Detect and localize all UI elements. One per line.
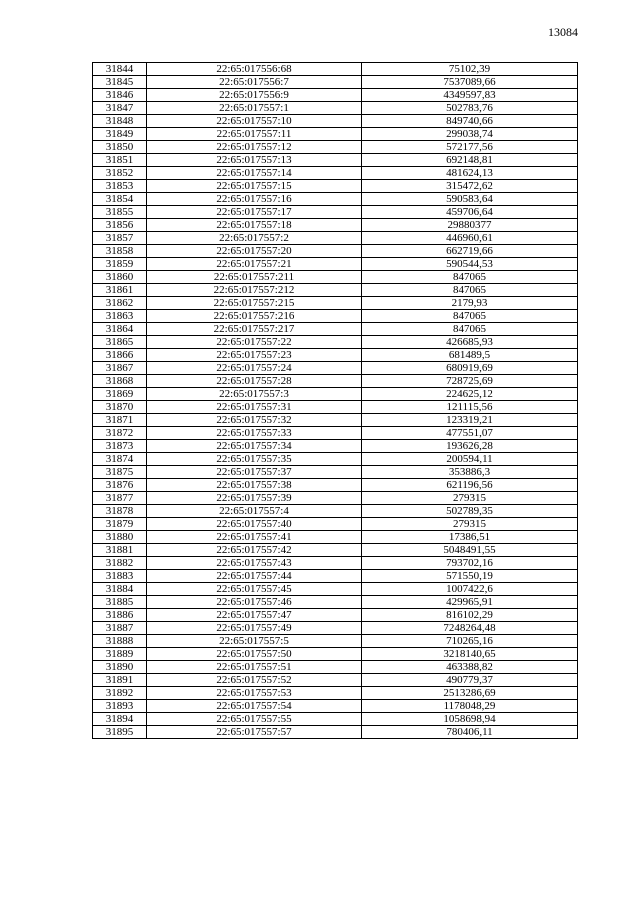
cadastral-number-cell: 22:65:017557:55 (147, 713, 362, 726)
row-number-cell: 31855 (93, 206, 147, 219)
cadastral-number-cell: 22:65:017557:3 (147, 388, 362, 401)
row-number-cell: 31894 (93, 713, 147, 726)
table-row (93, 609, 578, 622)
cadastral-value-cell: 315472,62 (362, 180, 578, 193)
table-row (93, 310, 578, 323)
cadastral-number-cell: 22:65:017557:41 (147, 531, 362, 544)
cadastral-number-cell: 22:65:017557:37 (147, 466, 362, 479)
row-number-cell: 31889 (93, 648, 147, 661)
cadastral-number-cell: 22:65:017557:17 (147, 206, 362, 219)
table-row (93, 674, 578, 687)
row-number-cell: 31877 (93, 492, 147, 505)
cadastral-number-cell: 22:65:017557:32 (147, 414, 362, 427)
cadastral-value-cell: 847065 (362, 284, 578, 297)
cadastral-value-cell: 590583,64 (362, 193, 578, 206)
table-row (93, 596, 578, 609)
cadastral-value-cell: 710265,16 (362, 635, 578, 648)
table-body (93, 63, 578, 739)
table-row (93, 284, 578, 297)
cadastral-value-cell: 2513286,69 (362, 687, 578, 700)
table-row (93, 63, 578, 76)
table-row (93, 349, 578, 362)
cadastral-value-cell: 75102,39 (362, 63, 578, 76)
table-row (93, 297, 578, 310)
table-row (93, 219, 578, 232)
table-row (93, 726, 578, 739)
row-number-cell: 31890 (93, 661, 147, 674)
table-row (93, 128, 578, 141)
row-number-cell: 31867 (93, 362, 147, 375)
row-number-cell: 31860 (93, 271, 147, 284)
cadastral-number-cell: 22:65:017557:49 (147, 622, 362, 635)
table-row (93, 583, 578, 596)
cadastral-number-cell: 22:65:017557:20 (147, 245, 362, 258)
page-number: 13084 (548, 25, 578, 39)
cadastral-value-cell: 2179,93 (362, 297, 578, 310)
row-number-cell: 31857 (93, 232, 147, 245)
table-row (93, 232, 578, 245)
row-number-cell: 31871 (93, 414, 147, 427)
table-row (93, 466, 578, 479)
row-number-cell: 31870 (93, 401, 147, 414)
cadastral-number-cell: 22:65:017557:215 (147, 297, 362, 310)
cadastral-number-cell: 22:65:017557:16 (147, 193, 362, 206)
row-number-cell: 31883 (93, 570, 147, 583)
table-row (93, 375, 578, 388)
table-row (93, 557, 578, 570)
cadastral-number-cell: 22:65:017557:18 (147, 219, 362, 232)
cadastral-number-cell: 22:65:017556:68 (147, 63, 362, 76)
cadastral-number-cell: 22:65:017557:47 (147, 609, 362, 622)
cadastral-number-cell: 22:65:017557:38 (147, 479, 362, 492)
table-row (93, 362, 578, 375)
cadastral-value-cell: 692148,81 (362, 154, 578, 167)
cadastral-value-cell: 123319,21 (362, 414, 578, 427)
cadastral-value-cell: 3218140,65 (362, 648, 578, 661)
cadastral-number-cell: 22:65:017557:50 (147, 648, 362, 661)
table-row (93, 258, 578, 271)
cadastral-value-cell: 847065 (362, 271, 578, 284)
table-row (93, 414, 578, 427)
table-row (93, 687, 578, 700)
row-number-cell: 31893 (93, 700, 147, 713)
row-number-cell: 31881 (93, 544, 147, 557)
table-row (93, 401, 578, 414)
cadastral-value-cell: 459706,64 (362, 206, 578, 219)
table-row (93, 206, 578, 219)
row-number-cell: 31851 (93, 154, 147, 167)
cadastral-number-cell: 22:65:017557:1 (147, 102, 362, 115)
row-number-cell: 31892 (93, 687, 147, 700)
row-number-cell: 31852 (93, 167, 147, 180)
cadastral-number-cell: 22:65:017557:43 (147, 557, 362, 570)
cadastral-number-cell: 22:65:017557:52 (147, 674, 362, 687)
table-row (93, 76, 578, 89)
row-number-cell: 31858 (93, 245, 147, 258)
cadastral-value-cell: 681489,5 (362, 349, 578, 362)
cadastral-number-cell: 22:65:017557:2 (147, 232, 362, 245)
cadastral-number-cell: 22:65:017557:35 (147, 453, 362, 466)
cadastral-value-cell: 279315 (362, 492, 578, 505)
row-number-cell: 31846 (93, 89, 147, 102)
cadastral-number-cell: 22:65:017557:46 (147, 596, 362, 609)
cadastral-value-cell: 571550,19 (362, 570, 578, 583)
table-row (93, 531, 578, 544)
cadastral-number-cell: 22:65:017557:216 (147, 310, 362, 323)
cadastral-number-cell: 22:65:017557:5 (147, 635, 362, 648)
cadastral-value-cell: 193626,28 (362, 440, 578, 453)
cadastral-number-cell: 22:65:017557:28 (147, 375, 362, 388)
table-row (93, 89, 578, 102)
row-number-cell: 31884 (93, 583, 147, 596)
row-number-cell: 31879 (93, 518, 147, 531)
table-row (93, 570, 578, 583)
cadastral-number-cell: 22:65:017557:4 (147, 505, 362, 518)
table-row (93, 648, 578, 661)
cadastral-value-cell: 279315 (362, 518, 578, 531)
table-row (93, 388, 578, 401)
cadastral-value-cell: 299038,74 (362, 128, 578, 141)
row-number-cell: 31859 (93, 258, 147, 271)
cadastral-number-cell: 22:65:017557:212 (147, 284, 362, 297)
table-row (93, 661, 578, 674)
table-row (93, 154, 578, 167)
row-number-cell: 31882 (93, 557, 147, 570)
cadastral-value-cell: 1058698,94 (362, 713, 578, 726)
row-number-cell: 31874 (93, 453, 147, 466)
cadastral-number-cell: 22:65:017557:34 (147, 440, 362, 453)
cadastral-number-cell: 22:65:017557:24 (147, 362, 362, 375)
row-number-cell: 31868 (93, 375, 147, 388)
table-row (93, 427, 578, 440)
cadastral-value-cell: 29880377 (362, 219, 578, 232)
cadastral-value-cell: 429965,91 (362, 596, 578, 609)
cadastral-value-cell: 847065 (362, 323, 578, 336)
row-number-cell: 31885 (93, 596, 147, 609)
cadastral-number-cell: 22:65:017557:51 (147, 661, 362, 674)
table-row (93, 167, 578, 180)
cadastral-number-cell: 22:65:017557:15 (147, 180, 362, 193)
row-number-cell: 31872 (93, 427, 147, 440)
table-row (93, 102, 578, 115)
cadastral-value-cell: 481624,13 (362, 167, 578, 180)
cadastral-value-cell: 849740,66 (362, 115, 578, 128)
row-number-cell: 31880 (93, 531, 147, 544)
cadastral-value-cell: 7248264,48 (362, 622, 578, 635)
table-row (93, 544, 578, 557)
row-number-cell: 31845 (93, 76, 147, 89)
cadastral-value-cell: 728725,69 (362, 375, 578, 388)
row-number-cell: 31854 (93, 193, 147, 206)
cadastral-value-cell: 121115,56 (362, 401, 578, 414)
cadastral-value-cell: 502789,35 (362, 505, 578, 518)
cadastral-value-cell: 793702,16 (362, 557, 578, 570)
cadastral-value-cell: 5048491,55 (362, 544, 578, 557)
row-number-cell: 31865 (93, 336, 147, 349)
cadastral-value-cell: 590544,53 (362, 258, 578, 271)
cadastral-number-cell: 22:65:017557:39 (147, 492, 362, 505)
cadastral-number-cell: 22:65:017557:13 (147, 154, 362, 167)
table-row (93, 180, 578, 193)
row-number-cell: 31853 (93, 180, 147, 193)
cadastral-value-cell: 847065 (362, 310, 578, 323)
cadastral-value-cell: 816102,29 (362, 609, 578, 622)
cadastral-number-cell: 22:65:017557:53 (147, 687, 362, 700)
row-number-cell: 31878 (93, 505, 147, 518)
cadastral-value-cell: 4349597,83 (362, 89, 578, 102)
table-row (93, 518, 578, 531)
cadastral-value-cell: 572177,56 (362, 141, 578, 154)
table-row (93, 492, 578, 505)
table-row (93, 271, 578, 284)
cadastral-value-cell: 426685,93 (362, 336, 578, 349)
row-number-cell: 31891 (93, 674, 147, 687)
cadastral-number-cell: 22:65:017557:21 (147, 258, 362, 271)
table-row (93, 115, 578, 128)
row-number-cell: 31875 (93, 466, 147, 479)
cadastral-value-cell: 1007422,6 (362, 583, 578, 596)
table-row (93, 323, 578, 336)
row-number-cell: 31861 (93, 284, 147, 297)
table-row (93, 622, 578, 635)
cadastral-number-cell: 22:65:017557:23 (147, 349, 362, 362)
cadastral-number-cell: 22:65:017557:54 (147, 700, 362, 713)
row-number-cell: 31869 (93, 388, 147, 401)
cadastral-number-cell: 22:65:017557:45 (147, 583, 362, 596)
row-number-cell: 31844 (93, 63, 147, 76)
row-number-cell: 31856 (93, 219, 147, 232)
row-number-cell: 31862 (93, 297, 147, 310)
table-row (93, 440, 578, 453)
cadastral-value-cell: 662719,66 (362, 245, 578, 258)
cadastral-number-cell: 22:65:017557:31 (147, 401, 362, 414)
table-row (93, 635, 578, 648)
cadastral-number-cell: 22:65:017557:11 (147, 128, 362, 141)
table-row (93, 700, 578, 713)
row-number-cell: 31850 (93, 141, 147, 154)
table-row (93, 193, 578, 206)
cadastral-number-cell: 22:65:017557:40 (147, 518, 362, 531)
row-number-cell: 31888 (93, 635, 147, 648)
cadastral-number-cell: 22:65:017557:33 (147, 427, 362, 440)
row-number-cell: 31866 (93, 349, 147, 362)
cadastral-number-cell: 22:65:017557:42 (147, 544, 362, 557)
row-number-cell: 31847 (93, 102, 147, 115)
cadastral-value-cell: 17386,51 (362, 531, 578, 544)
cadastral-value-table (92, 62, 578, 739)
cadastral-number-cell: 22:65:017557:14 (147, 167, 362, 180)
cadastral-number-cell: 22:65:017557:10 (147, 115, 362, 128)
row-number-cell: 31873 (93, 440, 147, 453)
cadastral-number-cell: 22:65:017557:22 (147, 336, 362, 349)
cadastral-number-cell: 22:65:017557:211 (147, 271, 362, 284)
cadastral-value-cell: 780406,11 (362, 726, 578, 739)
cadastral-value-cell: 621196,56 (362, 479, 578, 492)
cadastral-number-cell: 22:65:017556:7 (147, 76, 362, 89)
cadastral-value-cell: 7537089,66 (362, 76, 578, 89)
cadastral-value-cell: 477551,07 (362, 427, 578, 440)
cadastral-value-cell: 1178048,29 (362, 700, 578, 713)
cadastral-value-cell: 446960,61 (362, 232, 578, 245)
table-row (93, 245, 578, 258)
cadastral-value-cell: 200594,11 (362, 453, 578, 466)
row-number-cell: 31864 (93, 323, 147, 336)
row-number-cell: 31886 (93, 609, 147, 622)
cadastral-number-cell: 22:65:017557:57 (147, 726, 362, 739)
cadastral-number-cell: 22:65:017557:12 (147, 141, 362, 154)
cadastral-number-cell: 22:65:017556:9 (147, 89, 362, 102)
cadastral-value-cell: 502783,76 (362, 102, 578, 115)
table-row (93, 713, 578, 726)
table-row (93, 141, 578, 154)
cadastral-number-cell: 22:65:017557:217 (147, 323, 362, 336)
cadastral-value-cell: 463388,82 (362, 661, 578, 674)
cadastral-value-cell: 490779,37 (362, 674, 578, 687)
cadastral-value-cell: 680919,69 (362, 362, 578, 375)
table-row (93, 453, 578, 466)
row-number-cell: 31863 (93, 310, 147, 323)
row-number-cell: 31887 (93, 622, 147, 635)
row-number-cell: 31849 (93, 128, 147, 141)
table-row (93, 336, 578, 349)
cadastral-value-cell: 224625,12 (362, 388, 578, 401)
row-number-cell: 31876 (93, 479, 147, 492)
cadastral-number-cell: 22:65:017557:44 (147, 570, 362, 583)
row-number-cell: 31895 (93, 726, 147, 739)
row-number-cell: 31848 (93, 115, 147, 128)
cadastral-value-cell: 353886,3 (362, 466, 578, 479)
table-row (93, 479, 578, 492)
table-row (93, 505, 578, 518)
